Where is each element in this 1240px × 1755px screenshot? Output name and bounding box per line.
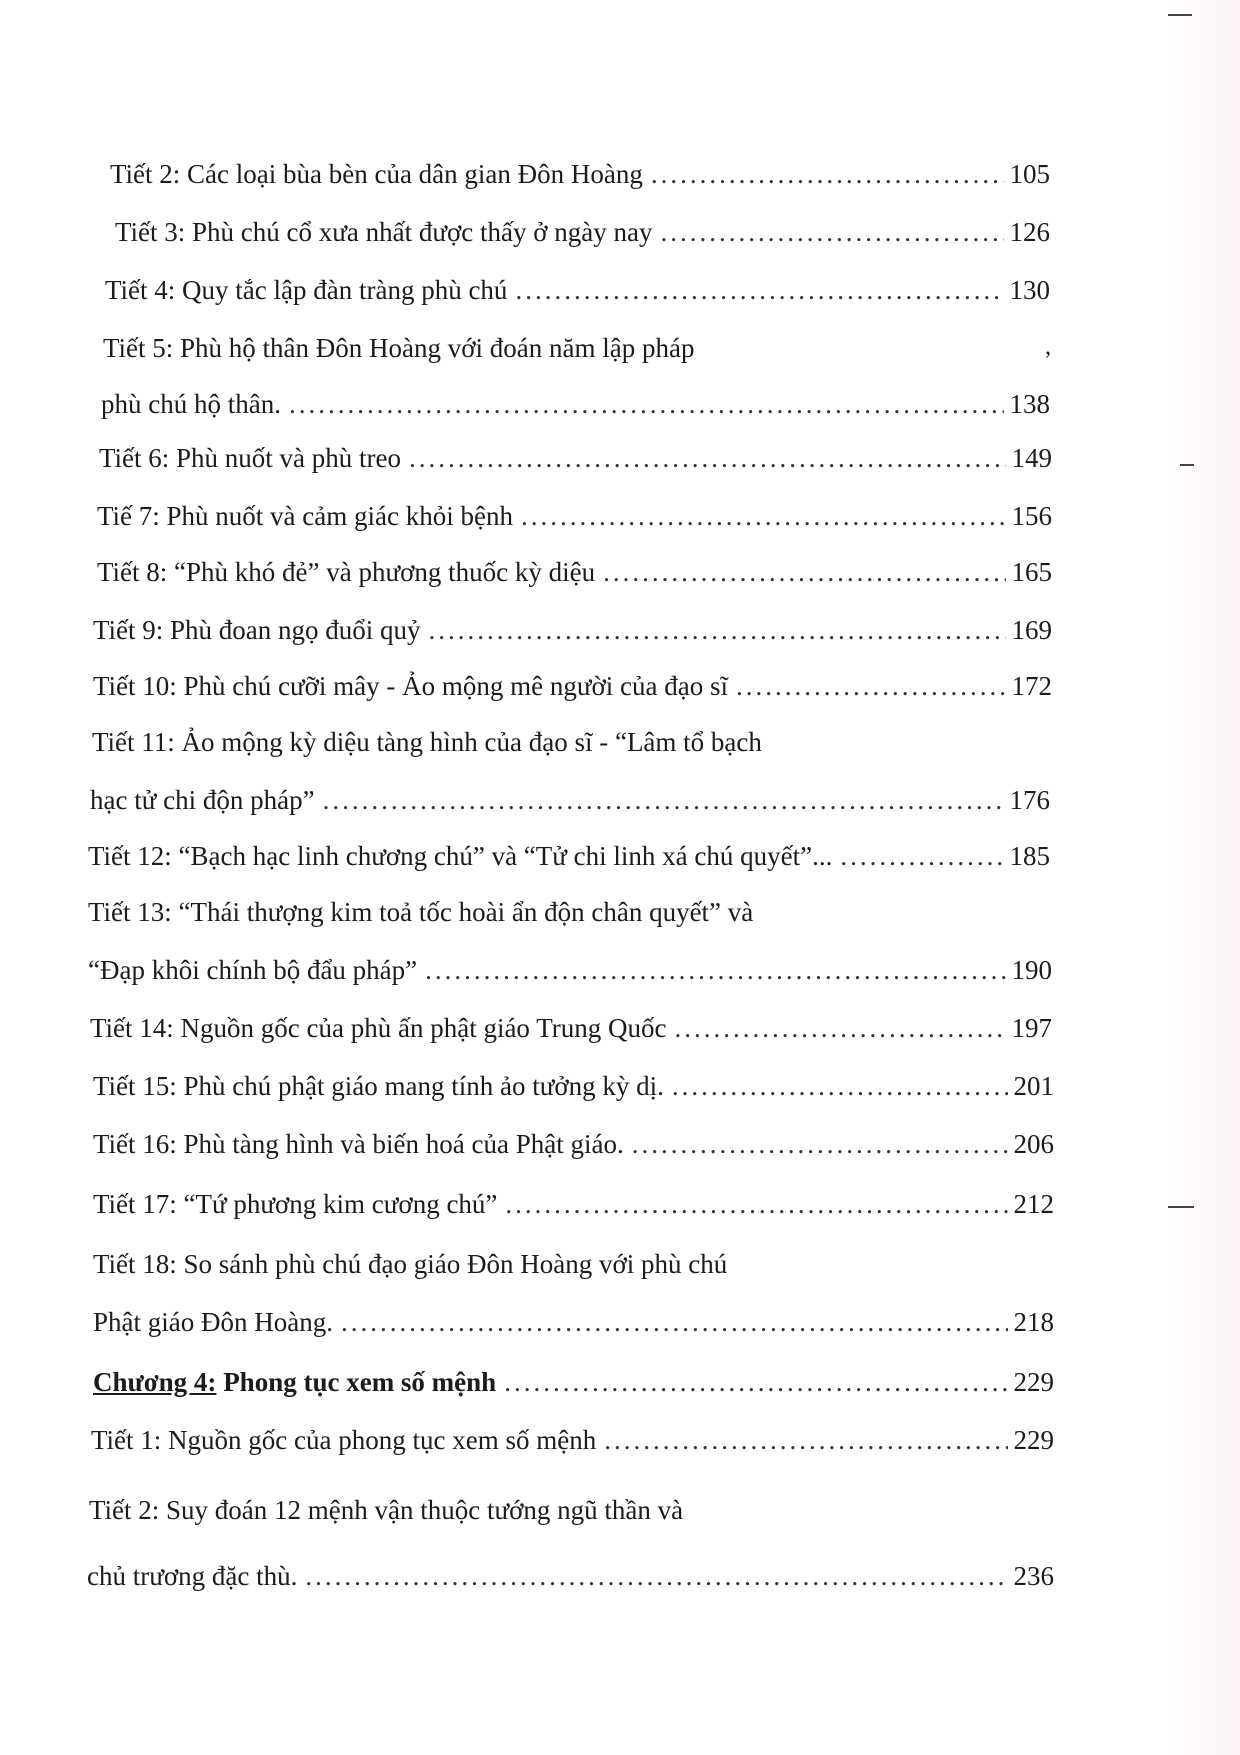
toc-entry-page: 172: [1011, 671, 1052, 701]
toc-entry: [101, 384, 1050, 424]
toc-entry-title: Tiết 12: “Bạch hạc linh chương chú” và “Tử chi linh xá chú quyết”...: [88, 841, 833, 871]
dot-leader: [674, 1008, 1005, 1048]
toc-entry-page: 105: [1009, 159, 1050, 189]
dot-leader: [505, 1184, 1007, 1224]
toc-entry-page: 218: [1013, 1307, 1054, 1337]
toc-entry: [105, 270, 1050, 310]
toc-entry-page: 201: [1013, 1071, 1054, 1101]
toc-entry: [88, 892, 968, 932]
toc-entry: [99, 438, 1052, 478]
dot-leader: [736, 666, 1005, 706]
chapter-heading: [93, 1362, 496, 1402]
toc-entry-title: Tiết 9: Phù đoan ngọ đuổi quỷ: [93, 615, 421, 645]
toc-entry: [88, 950, 1052, 990]
toc-entry-title: hạc tử chi độn pháp”: [90, 785, 315, 815]
toc-entry: [91, 1420, 1054, 1460]
toc-entry-page: 156: [1011, 501, 1052, 531]
dot-leader: [341, 1302, 1008, 1342]
chapter-label: Chương 4:: [93, 1367, 217, 1397]
toc-entry: [87, 1556, 1054, 1596]
dot-leader: [651, 154, 1004, 194]
toc-entry-title: Tiết 3: Phù chú cổ xưa nhất được thấy ở ngày nay: [115, 217, 653, 247]
toc-entry: [92, 722, 972, 762]
toc-entry-page: 206: [1013, 1129, 1054, 1159]
dot-leader: [305, 1556, 1007, 1596]
dot-leader: [604, 1420, 1007, 1460]
toc-entry-title: Tiết 1: Nguồn gốc của phong tục xem số mệnh: [91, 1425, 597, 1455]
toc-entry-page: 190: [1011, 955, 1052, 985]
toc-entry-page: 138: [1009, 389, 1050, 419]
toc-entry-title: Tiết 5: Phù hộ thân Đôn Hoàng với đoán năm lập pháp: [103, 333, 695, 363]
toc-entry-page: 197: [1011, 1013, 1052, 1043]
toc-entry-page: 236: [1013, 1561, 1054, 1591]
dot-leader: [409, 438, 1005, 478]
toc-entry-title: Tiết 17: “Tứ phương kim cương chú”: [93, 1189, 498, 1219]
toc-entry-title: Tiết 10: Phù chú cưỡi mây - Ảo mộng mê người của đạo sĩ: [93, 671, 729, 701]
dot-leader: [515, 270, 1003, 310]
dot-leader: [632, 1124, 1008, 1164]
dot-leader: [603, 552, 1005, 592]
toc-entry-title: Tiết 2: Các loại bùa bèn của dân gian Đôn Hoàng: [110, 159, 643, 189]
toc-entry-page: 229: [1013, 1367, 1054, 1397]
toc-entry: [93, 1184, 1054, 1224]
toc-entry-title: Tiết 18: So sánh phù chú đạo giáo Đôn Hoàng với phù chú: [93, 1249, 728, 1279]
toc-entry-page: 130: [1009, 275, 1050, 305]
toc-entry-page: 126: [1009, 217, 1050, 247]
dot-leader: [504, 1362, 1007, 1402]
toc-entry-title: Tiế 7: Phù nuốt và cảm giác khỏi bệnh: [97, 501, 513, 531]
toc-entry: [110, 154, 1050, 194]
toc-entry-page: 229: [1013, 1425, 1054, 1455]
toc-entry: [93, 610, 1052, 650]
toc-entry: [93, 666, 1052, 706]
toc-entry-title: Tiết 8: “Phù khó đẻ” và phương thuốc kỳ diệu: [97, 557, 596, 587]
toc-entry-title: Tiết 13: “Thái thượng kim toả tốc hoài ẩn độn chân quyết” và: [88, 897, 754, 927]
toc-entry-title: “Đạp khôi chính bộ đẩu pháp”: [88, 955, 418, 985]
dot-leader: [672, 1066, 1008, 1106]
toc-entry-title: Tiết 2: Suy đoán 12 mệnh vận thuộc tướng ngũ thần và: [89, 1495, 684, 1525]
toc-entry-page: 149: [1011, 443, 1052, 473]
toc-entry: [93, 1244, 973, 1284]
dot-leader: [289, 384, 1004, 424]
toc-entry-title: Tiết 6: Phù nuốt và phù treo: [99, 443, 402, 473]
dot-leader: [429, 610, 1006, 650]
chapter-title: Phong tục xem số mệnh: [223, 1367, 497, 1397]
chapter-entry: [93, 1362, 1054, 1402]
toc-entry-page: 169: [1011, 615, 1052, 645]
toc-entry-title: Tiết 15: Phù chú phật giáo mang tính ảo tưởng kỳ dị.: [93, 1071, 664, 1101]
toc-entry-page: 185: [1009, 841, 1050, 871]
toc-entry: [93, 1066, 1054, 1106]
toc-entry: [103, 328, 903, 368]
toc-entry-page: 165: [1011, 557, 1052, 587]
toc-entry-page: 212: [1013, 1189, 1054, 1219]
toc-entry-title: Tiết 16: Phù tàng hình và biến hoá của Phật giáo.: [93, 1129, 624, 1159]
toc-entry: [89, 1490, 969, 1530]
dot-leader: [425, 950, 1005, 990]
toc-entry-title: Tiết 14: Nguồn gốc của phù ấn phật giáo Trung Quốc: [90, 1013, 667, 1043]
dot-leader: [661, 212, 1004, 252]
toc-entry: [97, 496, 1052, 536]
dot-leader: [840, 836, 1003, 876]
toc-entry: [97, 552, 1052, 592]
toc-entry-title: Phật giáo Đôn Hoàng.: [93, 1307, 333, 1337]
dot-leader: [323, 780, 1004, 820]
toc-entry: [88, 836, 1050, 876]
toc-entry-page: 176: [1009, 785, 1050, 815]
toc-entry: [93, 1124, 1054, 1164]
toc-entry: [90, 780, 1050, 820]
toc-entry-title: Tiết 4: Quy tắc lập đàn tràng phù chú: [105, 275, 508, 305]
toc-entry: [93, 1302, 1054, 1342]
toc-entry-title: chủ trương đặc thù.: [87, 1561, 298, 1591]
toc-entry-title: Tiết 11: Ảo mộng kỳ diệu tàng hình của đạo sĩ - “Lâm tổ bạch: [92, 727, 762, 757]
trailing-comma: ,: [1045, 334, 1051, 360]
toc-entry-title: phù chú hộ thân.: [101, 389, 281, 419]
toc-entry: [115, 212, 1050, 252]
toc-entry: [90, 1008, 1052, 1048]
dot-leader: [521, 496, 1006, 536]
